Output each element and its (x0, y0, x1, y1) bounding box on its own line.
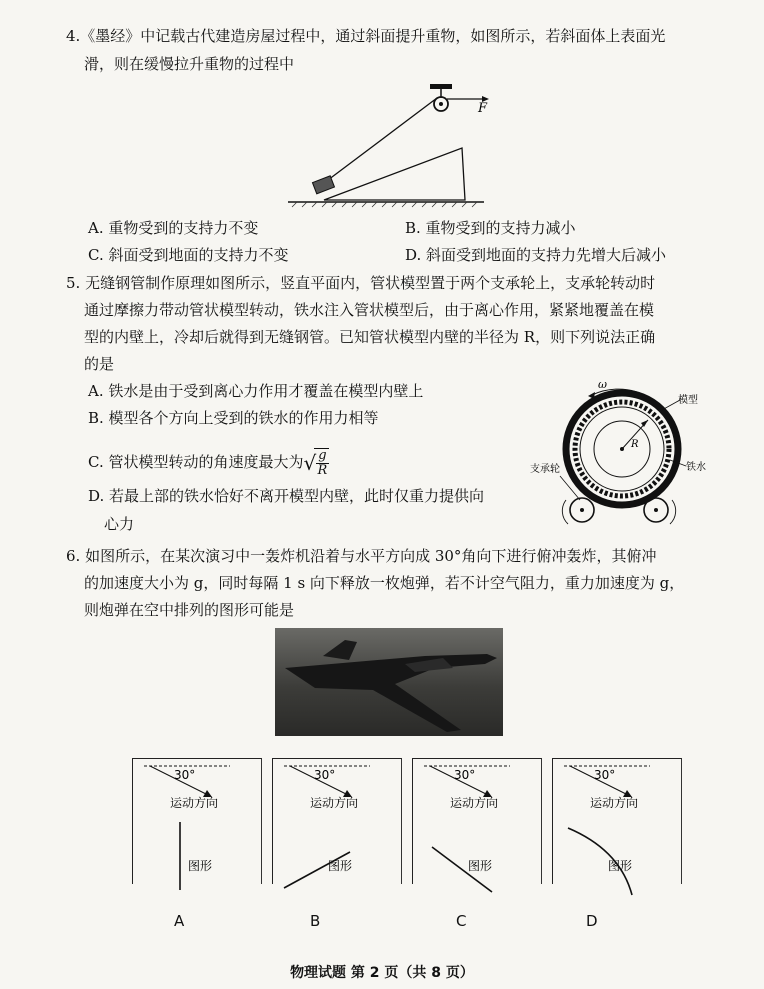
angle-label: 30° (314, 768, 336, 782)
q4-option-b[interactable]: B. 重物受到的支持力减小 (405, 219, 576, 237)
q5-stem-line4: 的是 (84, 355, 115, 373)
q5-option-c-text: C. 管状模型转动的角速度最大为 (88, 453, 304, 471)
iron-label: 铁水 (686, 462, 706, 473)
q5-option-a[interactable]: A. 铁水是由于受到离心力作用才覆盖在模型内壁上 (88, 382, 424, 400)
sqrt-sign: √ (303, 451, 317, 475)
q6-stem-line1: 6. 如图所示，在某次演习中一轰炸机沿着与水平方向成 30°角向下进行俯冲轰炸，其俯冲 (66, 547, 657, 565)
option-figure-d (564, 766, 650, 895)
q6-stem-line3: 则炮弹在空中排列的图形可能是 (84, 601, 295, 619)
q5-option-d-line1[interactable]: D. 若最上部的铁水恰好不离开模型内壁，此时仅重力提供向 (88, 487, 485, 505)
wheel-label: 支承轮 (530, 464, 560, 475)
force-label: F (478, 101, 488, 116)
direction-label: 运动方向 (450, 796, 499, 810)
direction-label: 运动方向 (590, 796, 639, 810)
radius-label: R (631, 439, 639, 450)
option-figure-a (144, 766, 230, 890)
q6-stem-line2: 的加速度大小为 g，同时每隔 1 s 向下释放一枚炮弹，若不计空气阻力，重力加速度为 g， (84, 574, 685, 592)
q5-option-b[interactable]: B. 模型各个方向上受到的铁水的作用力相等 (88, 409, 379, 427)
shape-label: 图形 (188, 859, 213, 873)
q4-option-c[interactable]: C. 斜面受到地面的支持力不变 (88, 246, 289, 264)
shape-label: 图形 (328, 859, 353, 873)
shape-label: 图形 (468, 859, 493, 873)
fraction-numerator: g (318, 448, 327, 463)
q5-option-d-line2[interactable]: 心力 (104, 515, 135, 533)
q4-stem-line1: 4.《墨经》中记载古代建造房屋过程中，通过斜面提升重物，如图所示，若斜面体上表面光 (66, 27, 666, 45)
q6-option-c-letter[interactable]: C (456, 912, 467, 930)
angle-label: 30° (174, 768, 196, 782)
direction-label: 运动方向 (310, 796, 359, 810)
fraction-denominator: R (317, 463, 328, 478)
q6-option-a-letter[interactable]: A (174, 912, 185, 930)
q4-option-a[interactable]: A. 重物受到的支持力不变 (88, 219, 259, 237)
q6-option-d-letter[interactable]: D (586, 912, 598, 930)
angle-label: 30° (594, 768, 616, 782)
q5-stem-line3: 型的内壁上，冷却后就得到无缝钢管。已知管状模型内壁的半径为 R，则下列说法正确 (84, 328, 656, 346)
q5-stem-line1: 5. 无缝钢管制作原理如图所示，竖直平面内，管状模型置于两个支承轮上，支承轮转动时 (66, 274, 656, 292)
option-figure-b (284, 766, 370, 888)
direction-label: 运动方向 (170, 796, 219, 810)
omega-label: ω (598, 378, 607, 391)
shape-label: 图形 (608, 859, 633, 873)
option-figure-c (424, 766, 510, 892)
q6-option-b-letter[interactable]: B (310, 912, 321, 930)
angle-label: 30° (454, 768, 476, 782)
page-footer: 物理试题 第 2 页（共 8 页） (290, 965, 474, 981)
q4-stem-line2: 滑，则在缓慢拉升重物的过程中 (84, 55, 295, 73)
q4-option-d[interactable]: D. 斜面受到地面的支持力先增大后减小 (405, 246, 667, 264)
q5-stem-line2: 通过摩擦力带动管状模型转动，铁水注入管状模型后，由于离心作用，紧紧地覆盖在模 (84, 301, 655, 319)
model-label: 模型 (678, 395, 698, 406)
